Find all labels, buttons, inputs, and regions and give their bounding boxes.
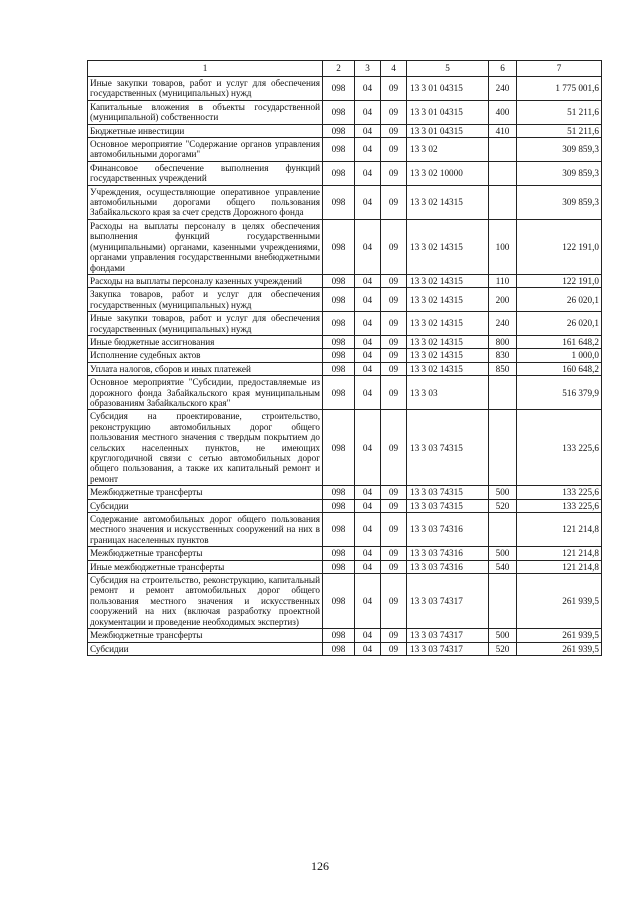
- cell-amount: 261 939,5: [517, 629, 602, 642]
- cell-name: Иные закупки товаров, работ и услуг для обеспечения государственных (муниципальных) нужд: [88, 312, 323, 336]
- cell-target-article: 13 3 03 74317: [407, 629, 489, 642]
- cell-name: Основное мероприятие "Субсидии, предоставляемые из дорожного фонда Забайкальского края муниципальным образованиям Забайкальского края": [88, 376, 323, 410]
- cell-grbs: 098: [323, 138, 355, 162]
- cell-amount: 133 225,6: [517, 499, 602, 512]
- cell-target-article: 13 3 01 04315: [407, 77, 489, 101]
- cell-grbs: 098: [323, 124, 355, 137]
- cell-target-article: 13 3 02 14315: [407, 274, 489, 287]
- cell-target-article: 13 3 03 74317: [407, 574, 489, 629]
- cell-section: 04: [355, 513, 381, 547]
- cell-subsection: 09: [381, 410, 407, 486]
- cell-expense-type: 540: [489, 560, 517, 573]
- table-row: [88, 100, 602, 124]
- cell-section: 04: [355, 100, 381, 124]
- cell-grbs: 098: [323, 274, 355, 287]
- cell-name: Иные закупки товаров, работ и услуг для обеспечения государственных (муниципальных) нужд: [88, 77, 323, 101]
- column-number-row: [88, 61, 602, 77]
- cell-target-article: 13 3 02: [407, 138, 489, 162]
- cell-subsection: 09: [381, 335, 407, 348]
- cell-amount: 133 225,6: [517, 486, 602, 499]
- cell-grbs: 098: [323, 513, 355, 547]
- cell-target-article: 13 3 03 74316: [407, 513, 489, 547]
- cell-name: Иные межбюджетные трансферты: [88, 560, 323, 573]
- cell-amount: 309 859,3: [517, 185, 602, 219]
- table-row: [88, 560, 602, 573]
- column-number: 7: [517, 61, 602, 77]
- cell-target-article: 13 3 02 14315: [407, 312, 489, 336]
- cell-section: 04: [355, 161, 381, 185]
- cell-name: Капитальные вложения в объекты государственной (муниципальной) собственности: [88, 100, 323, 124]
- cell-amount: 51 211,6: [517, 124, 602, 137]
- cell-grbs: 098: [323, 219, 355, 274]
- cell-subsection: 09: [381, 642, 407, 655]
- table-row: [88, 161, 602, 185]
- table-row: [88, 77, 602, 101]
- cell-grbs: 098: [323, 499, 355, 512]
- cell-expense-type: 830: [489, 349, 517, 362]
- table-row: [88, 574, 602, 629]
- cell-target-article: 13 3 03: [407, 376, 489, 410]
- cell-grbs: 098: [323, 100, 355, 124]
- cell-target-article: 13 3 03 74315: [407, 499, 489, 512]
- cell-name: Субсидии: [88, 499, 323, 512]
- cell-section: 04: [355, 219, 381, 274]
- cell-target-article: 13 3 03 74316: [407, 560, 489, 573]
- cell-amount: 26 020,1: [517, 288, 602, 312]
- table-row: [88, 362, 602, 375]
- cell-amount: 261 939,5: [517, 642, 602, 655]
- cell-name: Закупка товаров, работ и услуг для обеспечения государственных (муниципальных) нужд: [88, 288, 323, 312]
- cell-grbs: 098: [323, 376, 355, 410]
- cell-subsection: 09: [381, 499, 407, 512]
- cell-name: Уплата налогов, сборов и иных платежей: [88, 362, 323, 375]
- table-row: [88, 486, 602, 499]
- cell-amount: 160 648,2: [517, 362, 602, 375]
- cell-subsection: 09: [381, 574, 407, 629]
- cell-amount: 121 214,8: [517, 560, 602, 573]
- cell-name: Расходы на выплаты персоналу в целях обеспечения выполнения функций государственными (муниципальными) органами, казенными учреждениями, органами управления государственными внебюджетными фондами: [88, 219, 323, 274]
- cell-name: Межбюджетные трансферты: [88, 547, 323, 560]
- cell-grbs: 098: [323, 362, 355, 375]
- cell-grbs: 098: [323, 77, 355, 101]
- cell-name: Межбюджетные трансферты: [88, 629, 323, 642]
- cell-grbs: 098: [323, 335, 355, 348]
- cell-section: 04: [355, 77, 381, 101]
- cell-grbs: 098: [323, 629, 355, 642]
- cell-subsection: 09: [381, 100, 407, 124]
- cell-grbs: 098: [323, 486, 355, 499]
- cell-subsection: 09: [381, 376, 407, 410]
- cell-expense-type: [489, 185, 517, 219]
- cell-section: 04: [355, 547, 381, 560]
- cell-target-article: 13 3 02 14315: [407, 219, 489, 274]
- cell-section: 04: [355, 362, 381, 375]
- cell-amount: 309 859,3: [517, 161, 602, 185]
- cell-amount: 1 775 001,6: [517, 77, 602, 101]
- cell-target-article: 13 3 02 14315: [407, 349, 489, 362]
- cell-target-article: 13 3 03 74317: [407, 642, 489, 655]
- cell-name: Учреждения, осуществляющие оперативное управление автомобильными дорогами общего пользования Забайкальского края за счет средств Дорожного фонда: [88, 185, 323, 219]
- table-row: [88, 219, 602, 274]
- cell-expense-type: 500: [489, 629, 517, 642]
- cell-subsection: 09: [381, 629, 407, 642]
- cell-name: Исполнение судебных актов: [88, 349, 323, 362]
- table-row: [88, 312, 602, 336]
- cell-subsection: 09: [381, 185, 407, 219]
- column-number: 2: [323, 61, 355, 77]
- table-row: [88, 274, 602, 287]
- table-row: [88, 185, 602, 219]
- cell-amount: 309 859,3: [517, 138, 602, 162]
- cell-expense-type: [489, 138, 517, 162]
- cell-expense-type: [489, 513, 517, 547]
- budget-table: [87, 60, 602, 656]
- cell-section: 04: [355, 410, 381, 486]
- cell-expense-type: [489, 376, 517, 410]
- cell-name: Иные бюджетные ассигнования: [88, 335, 323, 348]
- table-row: [88, 335, 602, 348]
- page-number: 126: [311, 859, 329, 873]
- cell-expense-type: 110: [489, 274, 517, 287]
- table-row: [88, 629, 602, 642]
- column-number: 1: [88, 61, 323, 77]
- cell-grbs: 098: [323, 547, 355, 560]
- cell-subsection: 09: [381, 219, 407, 274]
- cell-target-article: 13 3 02 14315: [407, 335, 489, 348]
- cell-grbs: 098: [323, 312, 355, 336]
- cell-amount: 516 379,9: [517, 376, 602, 410]
- cell-amount: 261 939,5: [517, 574, 602, 629]
- cell-expense-type: 800: [489, 335, 517, 348]
- cell-name: Бюджетные инвестиции: [88, 124, 323, 137]
- cell-section: 04: [355, 124, 381, 137]
- cell-subsection: 09: [381, 138, 407, 162]
- cell-grbs: 098: [323, 560, 355, 573]
- cell-subsection: 09: [381, 274, 407, 287]
- cell-grbs: 098: [323, 574, 355, 629]
- cell-section: 04: [355, 486, 381, 499]
- cell-section: 04: [355, 642, 381, 655]
- cell-grbs: 098: [323, 288, 355, 312]
- cell-name: Субсидии: [88, 642, 323, 655]
- cell-subsection: 09: [381, 124, 407, 137]
- cell-name: Финансовое обеспечение выполнения функций государственных учреждений: [88, 161, 323, 185]
- column-number: 3: [355, 61, 381, 77]
- cell-target-article: 13 3 02 14315: [407, 288, 489, 312]
- cell-amount: 121 214,8: [517, 513, 602, 547]
- cell-subsection: 09: [381, 362, 407, 375]
- cell-target-article: 13 3 02 10000: [407, 161, 489, 185]
- cell-amount: 121 214,8: [517, 547, 602, 560]
- cell-subsection: 09: [381, 486, 407, 499]
- cell-expense-type: [489, 574, 517, 629]
- cell-expense-type: 520: [489, 499, 517, 512]
- cell-amount: 51 211,6: [517, 100, 602, 124]
- cell-grbs: 098: [323, 161, 355, 185]
- cell-grbs: 098: [323, 185, 355, 219]
- cell-expense-type: [489, 410, 517, 486]
- cell-subsection: 09: [381, 349, 407, 362]
- cell-grbs: 098: [323, 642, 355, 655]
- cell-name: Содержание автомобильных дорог общего пользования местного значения и искусственных сооружений на них в границах населенных пунктов: [88, 513, 323, 547]
- cell-name: Расходы на выплаты персоналу казенных учреждений: [88, 274, 323, 287]
- cell-section: 04: [355, 349, 381, 362]
- cell-target-article: 13 3 02 14315: [407, 185, 489, 219]
- cell-grbs: 098: [323, 410, 355, 486]
- table-body: [88, 61, 602, 656]
- cell-expense-type: [489, 161, 517, 185]
- cell-target-article: 13 3 03 74315: [407, 486, 489, 499]
- table-row: [88, 124, 602, 137]
- cell-subsection: 09: [381, 560, 407, 573]
- cell-subsection: 09: [381, 288, 407, 312]
- cell-section: 04: [355, 560, 381, 573]
- cell-subsection: 09: [381, 513, 407, 547]
- cell-amount: 122 191,0: [517, 274, 602, 287]
- cell-section: 04: [355, 335, 381, 348]
- cell-name: Основное мероприятие "Содержание органов управления автомобильными дорогами": [88, 138, 323, 162]
- cell-expense-type: 500: [489, 486, 517, 499]
- table-row: [88, 349, 602, 362]
- cell-grbs: 098: [323, 349, 355, 362]
- cell-section: 04: [355, 376, 381, 410]
- cell-amount: 1 000,0: [517, 349, 602, 362]
- column-number: 6: [489, 61, 517, 77]
- table-row: [88, 288, 602, 312]
- cell-target-article: 13 3 03 74315: [407, 410, 489, 486]
- cell-amount: 26 020,1: [517, 312, 602, 336]
- cell-expense-type: 100: [489, 219, 517, 274]
- cell-expense-type: 200: [489, 288, 517, 312]
- cell-name: Субсидия на проектирование, строительство, реконструкцию автомобильных дорог общего пользования местного значения с твердым покрытием до сельских населенных пунктов, не имеющих круглогодичной связи с сетью автомобильных дорог общего пользования, а также их капитальный ремонт и ремонт: [88, 410, 323, 486]
- cell-section: 04: [355, 574, 381, 629]
- cell-section: 04: [355, 629, 381, 642]
- column-number: 4: [381, 61, 407, 77]
- table-row: [88, 376, 602, 410]
- cell-expense-type: 400: [489, 100, 517, 124]
- column-number: 5: [407, 61, 489, 77]
- cell-expense-type: 500: [489, 547, 517, 560]
- cell-name: Субсидия на строительство, реконструкцию, капитальный ремонт и ремонт автомобильных дорог общего пользования местного значения и искусственных сооружений на них (включая разработку проектной документации и проведение необходимых экспертиз): [88, 574, 323, 629]
- cell-subsection: 09: [381, 161, 407, 185]
- table-row: [88, 138, 602, 162]
- cell-target-article: 13 3 03 74316: [407, 547, 489, 560]
- cell-target-article: 13 3 01 04315: [407, 100, 489, 124]
- cell-amount: 161 648,2: [517, 335, 602, 348]
- cell-name: Межбюджетные трансферты: [88, 486, 323, 499]
- cell-expense-type: 850: [489, 362, 517, 375]
- cell-amount: 122 191,0: [517, 219, 602, 274]
- cell-amount: 133 225,6: [517, 410, 602, 486]
- cell-section: 04: [355, 499, 381, 512]
- cell-target-article: 13 3 02 14315: [407, 362, 489, 375]
- cell-subsection: 09: [381, 312, 407, 336]
- cell-section: 04: [355, 288, 381, 312]
- cell-section: 04: [355, 312, 381, 336]
- cell-section: 04: [355, 274, 381, 287]
- cell-subsection: 09: [381, 547, 407, 560]
- table-row: [88, 499, 602, 512]
- cell-section: 04: [355, 185, 381, 219]
- cell-target-article: 13 3 01 04315: [407, 124, 489, 137]
- table-row: [88, 513, 602, 547]
- cell-expense-type: 240: [489, 312, 517, 336]
- table-row: [88, 410, 602, 486]
- cell-section: 04: [355, 138, 381, 162]
- cell-expense-type: 410: [489, 124, 517, 137]
- table-row: [88, 547, 602, 560]
- cell-subsection: 09: [381, 77, 407, 101]
- cell-expense-type: 240: [489, 77, 517, 101]
- cell-expense-type: 520: [489, 642, 517, 655]
- table-row: [88, 642, 602, 655]
